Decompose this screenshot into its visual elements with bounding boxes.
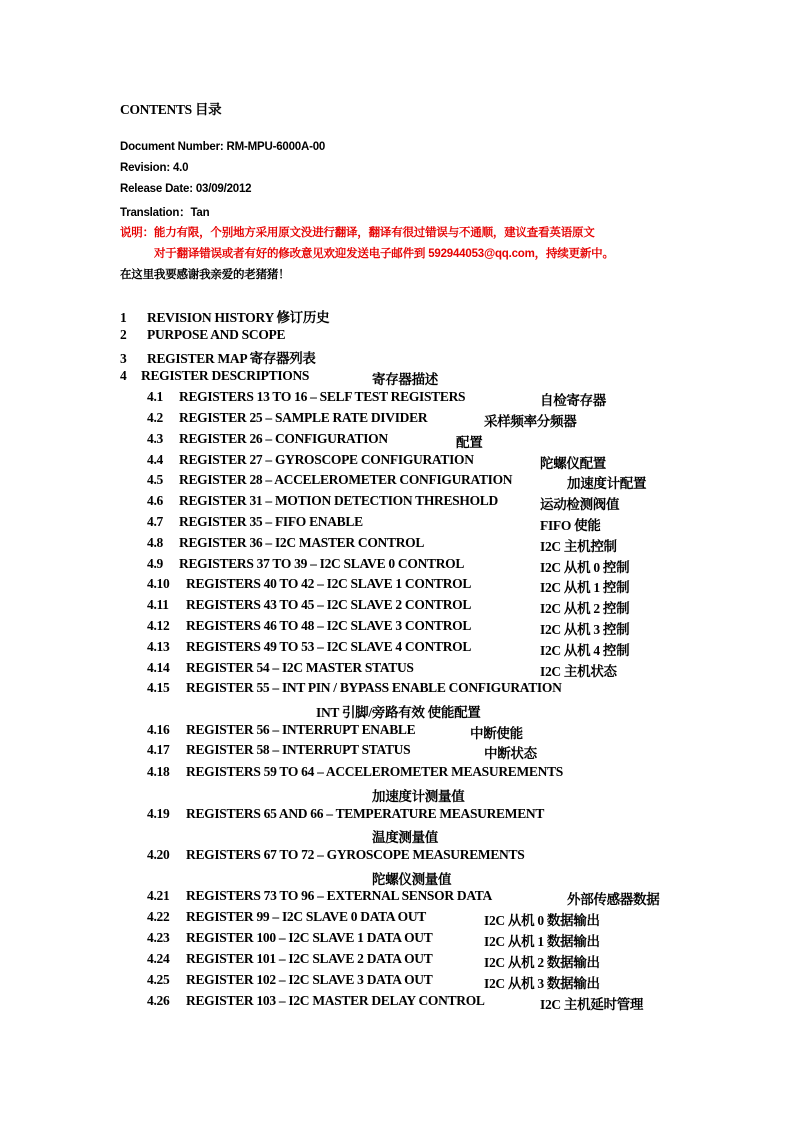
toc-title: REGISTERS 46 TO 48 – I2C SLAVE 3 CONTROL [186,618,472,633]
toc-chinese-title: 采样频率分频器 [484,414,577,429]
toc-subsection-4-12[interactable] [147,618,471,634]
toc-title: REGISTER 102 – I2C SLAVE 3 DATA OUT [186,972,433,987]
toc-number: 4.24 [147,951,170,966]
toc-number: 4.9 [147,556,163,571]
toc-subsection-4-7[interactable] [147,514,363,530]
toc-chinese-title: 自检寄存器 [540,393,606,408]
toc-title: REGISTER 36 – I2C MASTER CONTROL [179,535,425,550]
toc-number: 4.13 [147,639,170,654]
toc-number: 4.20 [147,847,170,862]
toc-chinese-title: 陀螺仪配置 [540,456,606,471]
toc-subsection-4-17[interactable] [147,742,410,758]
toc-section-2[interactable] [120,327,285,343]
toc-chinese-title: I2C 从机 1 数据输出 [484,934,600,949]
toc-number: 4 [120,368,127,383]
toc-title: REGISTERS 67 TO 72 – GYROSCOPE MEASUREMENTS [186,847,525,862]
toc-title: REGISTER 35 – FIFO ENABLE [179,514,363,529]
toc-subsection-4-23[interactable] [147,930,432,946]
toc-chinese-title: 温度测量值 [372,830,438,845]
toc-number: 4.22 [147,909,170,924]
toc-number: 1 [120,310,127,325]
toc-number: 4.18 [147,764,170,779]
toc-number: 4.4 [147,452,163,467]
toc-subsection-4-15[interactable] [147,680,562,696]
toc-subsection-4-4[interactable] [147,452,474,468]
toc-chinese-title: I2C 从机 3 数据输出 [484,976,600,991]
toc-number: 4.10 [147,576,170,591]
toc-title: REGISTER 56 – INTERRUPT ENABLE [186,722,416,737]
toc-title: REGISTER 54 – I2C MASTER STATUS [186,660,414,675]
toc-number: 4.26 [147,993,170,1008]
toc-subsection-4-3[interactable] [147,431,388,447]
toc-subsection-4-20[interactable] [147,847,524,863]
toc-subsection-4-16[interactable] [147,722,415,738]
page-title: CONTENTS 目录 [120,102,222,117]
toc-subsection-4-11[interactable] [147,597,471,613]
toc-title: REGISTER MAP 寄存器列表 [147,351,316,366]
toc-title: REGISTER 28 – ACCELEROMETER CONFIGURATION [179,472,513,487]
toc-subsection-4-9[interactable] [147,556,464,572]
toc-number: 4.17 [147,742,170,757]
toc-title: PURPOSE AND SCOPE [147,327,286,342]
toc-chinese-title: INT 引脚/旁路有效 使能配置 [316,705,481,720]
toc-chinese-title: 加速度计配置 [567,476,647,491]
toc-subsection-4-22[interactable] [147,909,426,925]
toc-number: 4.25 [147,972,170,987]
toc-section-4[interactable] [120,368,309,384]
note-line-2: 对于翻译错误或者有好的修改意见欢迎发送电子邮件到 592944053@qq.com，持续更新中。 [154,248,614,260]
toc-chinese-title: I2C 从机 2 控制 [540,601,630,616]
toc-title: REGISTER 55 – INT PIN / BYPASS ENABLE CONFIGURATION [186,680,562,695]
toc-chinese-title: I2C 从机 3 控制 [540,622,630,637]
toc-subsection-4-26[interactable] [147,993,485,1009]
toc-subsection-4-6[interactable] [147,493,498,509]
toc-title: REGISTER 26 – CONFIGURATION [179,431,388,446]
toc-title: REVISION HISTORY 修订历史 [147,310,330,325]
toc-chinese-title: I2C 主机延时管理 [540,997,644,1012]
note-line-1: 说明：能力有限，个别地方采用原文没进行翻译，翻译有很过错误与不通顺，建议查看英语原文 [120,227,595,239]
toc-subsection-4-25[interactable] [147,972,432,988]
toc-title: REGISTERS 37 TO 39 – I2C SLAVE 0 CONTROL [179,556,465,571]
toc-chinese-title: 配置 [456,435,483,450]
toc-number: 4.15 [147,680,170,695]
toc-number: 4.1 [147,389,163,404]
toc-chinese-title: 陀螺仪测量值 [372,872,452,887]
document-number: Document Number: RM-MPU-6000A-00 [120,141,326,153]
toc-subsection-4-18[interactable] [147,764,563,780]
toc-chinese-title: 中断使能 [470,726,523,741]
toc-title: REGISTERS 73 TO 96 – EXTERNAL SENSOR DATA [186,888,492,903]
toc-subsection-4-13[interactable] [147,639,471,655]
toc-number: 4.2 [147,410,163,425]
toc-title: REGISTER 99 – I2C SLAVE 0 DATA OUT [186,909,426,924]
toc-subsection-4-10[interactable] [147,576,471,592]
toc-title: REGISTER 25 – SAMPLE RATE DIVIDER [179,410,428,425]
toc-subsection-4-5[interactable] [147,472,512,488]
toc-chinese-title: FIFO 使能 [540,518,601,533]
toc-title: REGISTERS 40 TO 42 – I2C SLAVE 1 CONTROL [186,576,472,591]
toc-chinese-title: I2C 从机 2 数据输出 [484,955,600,970]
toc-chinese-title: 运动检测阀值 [540,497,620,512]
toc-title: REGISTERS 13 TO 16 – SELF TEST REGISTERS [179,389,466,404]
translation-credit: Translation：Tan [120,207,210,219]
toc-title: REGISTER 100 – I2C SLAVE 1 DATA OUT [186,930,433,945]
toc-number: 4.16 [147,722,170,737]
toc-number: 4.8 [147,535,163,550]
toc-subsection-4-2[interactable] [147,410,427,426]
release-date: Release Date: 03/09/2012 [120,183,252,195]
toc-number: 4.5 [147,472,163,487]
toc-chinese-title: I2C 从机 4 控制 [540,643,630,658]
toc-chinese-title: I2C 主机控制 [540,539,617,554]
toc-chinese-title: 中断状态 [484,746,537,761]
toc-section-1[interactable] [120,306,329,326]
toc-number: 2 [120,327,127,342]
toc-number: 4.19 [147,806,170,821]
toc-section-3[interactable] [120,347,316,367]
toc-chinese-title: I2C 从机 1 控制 [540,580,630,595]
toc-chinese-title: 外部传感器数据 [567,892,660,907]
toc-subsection-4-14[interactable] [147,660,414,676]
toc-section-4-cn: 寄存器描述 [372,372,438,387]
toc-title: REGISTER 27 – GYROSCOPE CONFIGURATION [179,452,474,467]
toc-title: REGISTER 103 – I2C MASTER DELAY CONTROL [186,993,485,1008]
toc-subsection-4-8[interactable] [147,535,424,551]
toc-title: REGISTERS 43 TO 45 – I2C SLAVE 2 CONTROL [186,597,472,612]
toc-number: 4.6 [147,493,163,508]
toc-chinese-title: I2C 主机状态 [540,664,617,679]
toc-number: 4.7 [147,514,163,529]
toc-number: 3 [120,351,127,366]
toc-subsection-4-19[interactable] [147,806,544,822]
toc-chinese-title: 加速度计测量值 [372,789,465,804]
toc-subsection-4-24[interactable] [147,951,432,967]
toc-number: 4.11 [147,597,169,612]
toc-title: REGISTER 31 – MOTION DETECTION THRESHOLD [179,493,498,508]
thanks-line: 在这里我要感谢我亲爱的老猪猪！ [120,269,290,281]
toc-title: REGISTERS 65 AND 66 – TEMPERATURE MEASUREMENT [186,806,545,821]
toc-subsection-4-21[interactable] [147,888,492,904]
toc-chinese-title: I2C 从机 0 控制 [540,560,630,575]
toc-chinese-title: I2C 从机 0 数据输出 [484,913,600,928]
toc-subsection-4-1[interactable] [147,389,465,405]
toc-title: REGISTER 101 – I2C SLAVE 2 DATA OUT [186,951,433,966]
toc-number: 4.21 [147,888,170,903]
toc-number: 4.3 [147,431,163,446]
toc-title: REGISTER 58 – INTERRUPT STATUS [186,742,411,757]
toc-title: REGISTERS 59 TO 64 – ACCELEROMETER MEASUREMENTS [186,764,563,779]
toc-title: REGISTER DESCRIPTIONS [141,368,310,383]
revision: Revision: 4.0 [120,162,189,174]
toc-number: 4.14 [147,660,170,675]
toc-title: REGISTERS 49 TO 53 – I2C SLAVE 4 CONTROL [186,639,472,654]
toc-number: 4.12 [147,618,170,633]
toc-number: 4.23 [147,930,170,945]
